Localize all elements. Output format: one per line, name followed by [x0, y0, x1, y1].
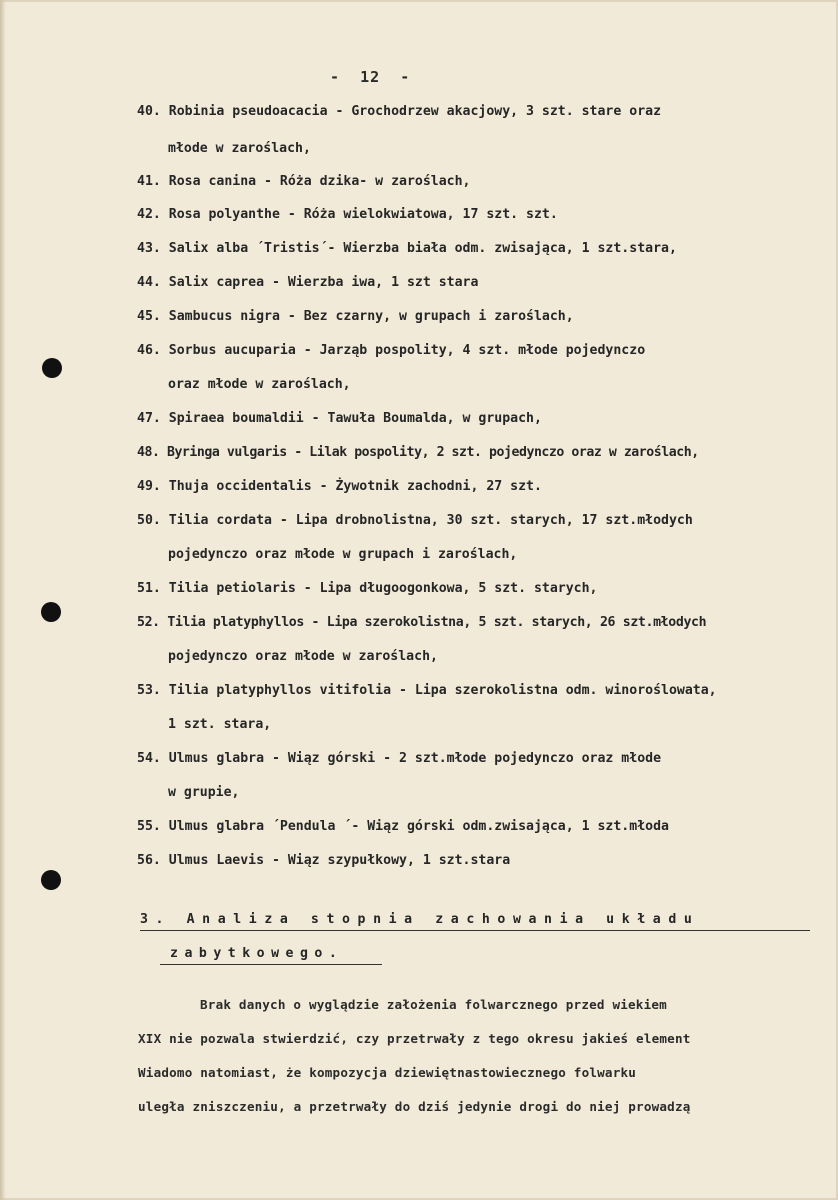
list-item: 55. Ulmus glabra ´Pendula ´- Wiąz górski odm.zwisająca, 1 szt.młoda	[137, 819, 669, 834]
list-item: 50. Tilia cordata - Lipa drobnolistna, 30 szt. starych, 17 szt.młodych	[137, 513, 693, 528]
list-item-continuation: w grupie,	[168, 785, 240, 800]
list-item-continuation: pojedynczo oraz młode w zaroślach,	[168, 649, 438, 664]
punch-hole-top	[42, 358, 62, 378]
paragraph-line: uległa zniszczeniu, a przetrwały do dziś jedynie drogi do niej prowadzą	[138, 1099, 691, 1114]
list-item: 56. Ulmus Laevis - Wiąz szypułkowy, 1 szt.stara	[137, 853, 511, 868]
list-item: 40. Robinia pseudoacacia - Grochodrzew akacjowy, 3 szt. stare oraz	[137, 104, 662, 119]
list-item-continuation: młode w zaroślach,	[168, 141, 311, 156]
list-item: 41. Rosa canina - Róża dzika- w zaroślach,	[137, 174, 471, 189]
punch-hole-middle	[41, 602, 61, 622]
section-heading-line2: zabytkowego.	[170, 946, 344, 961]
paragraph-line: Wiadomo natomiast, że kompozycja dziewiętnastowiecznego folwarku	[138, 1065, 637, 1080]
list-item: 48. Byringa vulgaris - Lilak pospolity, 2 szt. pojedynczo oraz w zaroślach,	[137, 445, 699, 460]
list-item: 53. Tilia platyphyllos vitifolia - Lipa szerokolistna odm. winoroślowata,	[137, 683, 717, 698]
list-item: 52. Tilia platyphyllos - Lipa szerokolistna, 5 szt. starych, 26 szt.młodych	[137, 615, 707, 630]
list-item-continuation: oraz młode w zaroślach,	[168, 377, 351, 392]
list-item: 45. Sambucus nigra - Bez czarny, w grupach i zaroślach,	[137, 309, 574, 324]
section-heading-line1: 3. Analiza stopnia zachowania układu	[140, 912, 700, 927]
list-item: 54. Ulmus glabra - Wiąz górski - 2 szt.młode pojedynczo oraz młode	[137, 751, 662, 766]
list-item: 47. Spiraea boumaldii - Tawuła Boumalda, w grupach,	[137, 411, 542, 426]
paragraph-line: Brak danych o wyglądzie założenia folwarcznego przed wiekiem	[200, 997, 667, 1012]
list-item: 43. Salix alba ´Tristis´- Wierzba biała odm. zwisająca, 1 szt.stara,	[137, 241, 677, 256]
list-item: 42. Rosa polyanthe - Róża wielokwiatowa, 17 szt. szt.	[137, 207, 558, 222]
list-item: 51. Tilia petiolaris - Lipa długoogonkowa, 5 szt. starych,	[137, 581, 598, 596]
paragraph-line: XIX nie pozwala stwierdzić, czy przetrwały z tego okresu jakieś element	[138, 1031, 691, 1046]
list-item: 46. Sorbus aucuparia - Jarząb pospolity, 4 szt. młode pojedynczo	[137, 343, 646, 358]
page-edge-shadow	[0, 0, 6, 1200]
section-heading-underline2	[160, 964, 382, 965]
section-heading-underline1	[140, 930, 810, 931]
page-number: - 12 -	[330, 68, 411, 86]
list-item: 44. Salix caprea - Wierzba iwa, 1 szt stara	[137, 275, 479, 290]
punch-hole-bottom	[41, 870, 61, 890]
list-item-continuation: pojedynczo oraz młode w grupach i zaroślach,	[168, 547, 518, 562]
list-item: 49. Thuja occidentalis - Żywotnik zachodni, 27 szt.	[137, 479, 542, 494]
list-item-continuation: 1 szt. stara,	[168, 717, 272, 732]
